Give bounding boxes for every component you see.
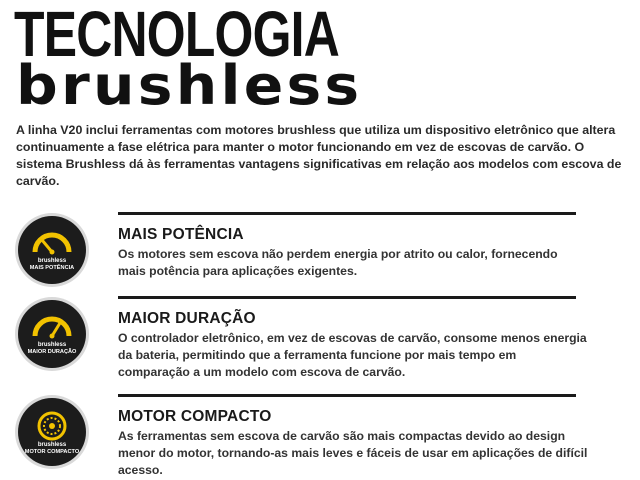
badge-brand: brushless (37, 258, 67, 264)
page-title: TECNOLOGIA (14, 0, 339, 70)
divider (118, 212, 576, 215)
speedometer-icon (14, 296, 90, 372)
feature-description: O controlador eletrônico, em vez de escovas de carvão, consome menos energia da bateria, permitindo que a ferramenta funcione por mais tempo em comparação a um modelo com escova de carvão. (118, 331, 587, 379)
speedometer-icon (14, 212, 90, 288)
divider (118, 296, 576, 299)
badge-caption: MAIOR DURAÇÃO (27, 349, 77, 355)
intro-paragraph: A linha V20 inclui ferramentas com motores brushless que utiliza um dispositivo eletrônico que altera continuamente a fase elétrica para manter o motor funcionando em vez de escovas de carvão. O sistema Brushless dá às ferramentas vantagens significativas em relação aos modelos com escova de carvão. (16, 123, 622, 188)
compact-motor-icon (14, 394, 90, 470)
feature-description: As ferramentas sem escova de carvão são mais compactas devido ao design menor do motor, tornando-as mais leves e fáceis de usar em aplicações de difícil acesso. (118, 429, 588, 477)
badge-caption: MAIS POTÊNCIA (29, 265, 75, 271)
feature-heading: MAIS POTÊNCIA (118, 226, 244, 243)
badge-caption: MOTOR COMPACTO (24, 449, 80, 455)
divider (118, 394, 576, 397)
feature-maior-duracao (14, 296, 626, 380)
feature-motor-compacto (14, 394, 626, 478)
badge-brand: brushless (37, 442, 67, 448)
feature-mais-potencia (14, 212, 626, 296)
feature-heading: MAIOR DURAÇÃO (118, 310, 256, 327)
badge-brand: brushless (37, 342, 67, 348)
feature-description: Os motores sem escova não perdem energia por atrito ou calor, fornecendo mais potência para aplicações exigentes. (118, 247, 558, 278)
feature-heading: MOTOR COMPACTO (118, 408, 272, 425)
page-subtitle: brushless (16, 54, 363, 117)
